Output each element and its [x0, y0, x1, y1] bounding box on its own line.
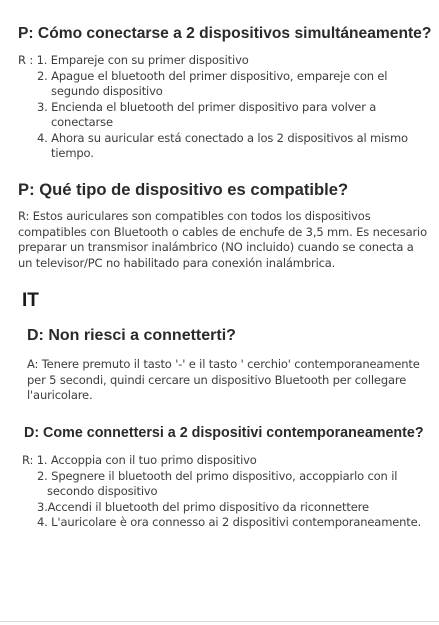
answer-line: R: 1. Accoppia con il tuo primo dispositivo	[22, 453, 257, 467]
answer-line: secondo dispositivo	[47, 484, 158, 498]
answer-line: l'auricolare.	[27, 388, 93, 402]
answer-line: compatibles con Bluetooth o cables de enchufe de 3,5 mm. Es necesario	[18, 225, 427, 239]
answer-line: 3.Accendi il bluetooth del primo dispositivo da riconnettere	[37, 500, 369, 514]
bottom-divider	[0, 621, 439, 622]
answer-line: 3. Encienda el bluetooth del primer dispositivo para volver a	[37, 100, 377, 114]
heading-es-compatible: P: Qué tipo de dispositivo es compatible?	[18, 180, 349, 199]
heading-it-two-devices: D: Come connettersi a 2 dispositivi contemporaneamente?	[24, 425, 424, 441]
answer-line: 2. Apague el bluetooth del primer dispositivo, empareje con el	[37, 69, 388, 83]
answer-line: 4. Ahora su auricular está conectado a los 2 dispositivos al mismo	[37, 131, 408, 145]
language-label: IT	[22, 290, 39, 311]
answer-line: 4. L'auricolare è ora connesso ai 2 dispositivi contemporaneamente.	[37, 515, 422, 529]
answer-line: segundo dispositivo	[51, 84, 163, 98]
answer-line: A: Tenere premuto il tasto '-' e il tasto ' cerchio' contemporaneamente	[27, 357, 420, 371]
answer-line: conectarse	[51, 115, 113, 129]
answer-line: tiempo.	[51, 146, 94, 160]
answer-line: R : 1. Empareje con su primer dispositivo	[18, 53, 249, 67]
answer-line: per 5 secondi, quindi cercare un dispositivo Bluetooth per collegare	[27, 373, 407, 387]
answer-line: un televisor/PC no habilitado para conexión inalámbrica.	[18, 256, 336, 270]
answer-line: R: Estos auriculares son compatibles con todos los dispositivos	[18, 209, 371, 223]
heading-it-cannot-connect: D: Non riesci a connetterti?	[27, 327, 236, 344]
heading-es-connect: P: Cómo conectarse a 2 dispositivos simultáneamente?	[18, 25, 432, 42]
answer-line: preparar un transmisor inalámbrico (NO incluido) cuando se conecta a	[18, 240, 414, 254]
answer-line: 2. Spegnere il bluetooth del primo dispositivo, accoppiarlo con il	[37, 469, 398, 483]
